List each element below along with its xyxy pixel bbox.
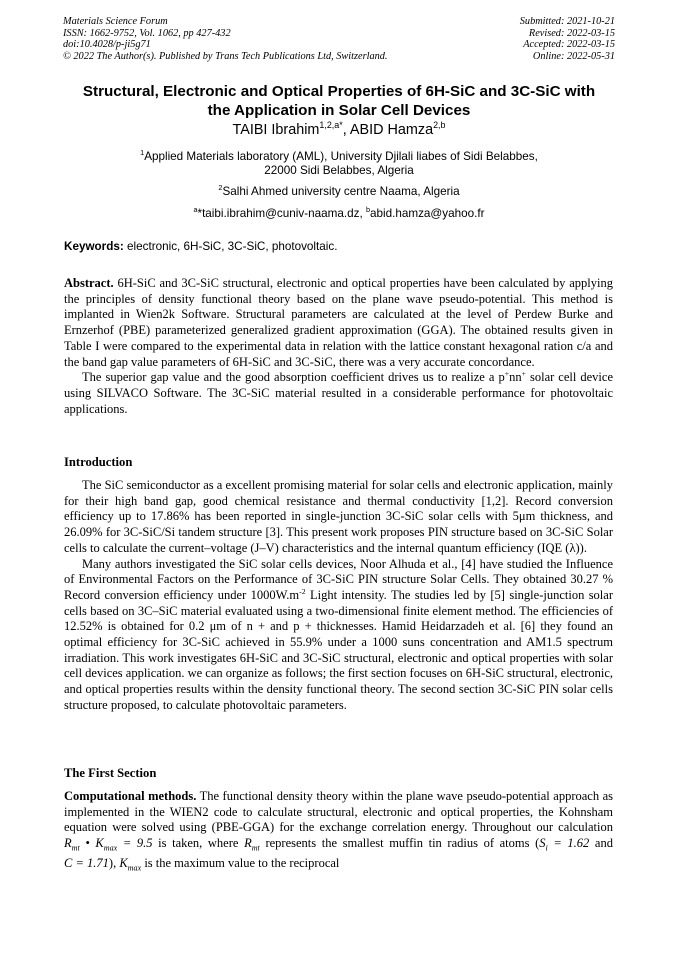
keywords-label: Keywords: bbox=[64, 240, 124, 253]
eq-s: S bbox=[539, 836, 546, 851]
eq-k-sub: max bbox=[103, 843, 118, 853]
header-doi[interactable]: doi:10.4028/p-ji5g71 bbox=[63, 39, 151, 50]
affiliation-1-line-1: Applied Materials laboratory (AML), University Djilali liabes of Sidi Belabbes, bbox=[144, 150, 538, 163]
introduction-paragraph-1: The SiC semiconductor as a excellent promising material for solar cells and electronic application, mainly for their high band gap, good chemical resistance and thermal conductivity [1,2]. Record conversion efficiency up to 17.86% has been reported in single-junction 3C-SiC solar cells with 5μm thickness, and 26.09% for 3C-SiC/Si tandem structure [3]. This present work proposes PIN structure based on 3C-SiC Solar cells to calculate the current–voltage (J–V) characteristics and the internal quantum efficiency (IQE (λ)). bbox=[64, 478, 613, 555]
eq-dot: • bbox=[79, 836, 96, 851]
paper-title bbox=[50, 82, 628, 120]
title-line-1: Structural, Electronic and Optical Properties of 6H-SiC and 3C-SiC with bbox=[82, 83, 596, 100]
abstract-sup-2: + bbox=[521, 369, 526, 379]
comp-text-2: is taken, where bbox=[152, 836, 245, 851]
author-2: ABID Hamza bbox=[349, 122, 434, 138]
email-b-mark: b bbox=[365, 205, 370, 215]
comp-text-6: is the maximum value to the reciprocal bbox=[141, 856, 340, 871]
abstract-paragraph-1 bbox=[64, 276, 613, 370]
comp-text-1: The functional density theory within the plane wave pseudo-potential approach as implemented in the WIEN2 code to calculate structural, electronic and optical properties, the Kohnsham equation were solved using (PBE-GGA) for the exchange correlation energy. Throughout our calculation bbox=[64, 789, 613, 835]
abstract-paragraph-2 bbox=[64, 370, 613, 417]
eq-value: = 9.5 bbox=[117, 836, 153, 851]
eq-k: K bbox=[95, 836, 104, 851]
abstract bbox=[64, 276, 613, 417]
sym-k: K bbox=[119, 856, 128, 871]
header-right bbox=[520, 16, 615, 62]
email-a[interactable]: *taibi.ibrahim@cuniv-naama.dz, bbox=[197, 207, 366, 220]
introduction-heading: Introduction bbox=[64, 455, 133, 469]
introduction-paragraph-2 bbox=[64, 557, 613, 714]
title-line-2: the Application in Solar Cell Devices bbox=[207, 102, 471, 119]
eq-s-value: = 1.62 bbox=[547, 836, 590, 851]
equation-si bbox=[539, 836, 590, 853]
author-separator: , bbox=[342, 122, 350, 138]
eq-s-sub: i bbox=[545, 843, 548, 853]
equation-rmt-kmax bbox=[64, 836, 153, 853]
symbol-rmt bbox=[244, 836, 260, 853]
sym-k-sub: max bbox=[127, 863, 142, 873]
abstract-sup-1: + bbox=[504, 369, 510, 379]
affiliation-2-text: Salhi Ahmed university centre Naama, Algeria bbox=[222, 185, 460, 198]
equation-c: C = 1.71 bbox=[64, 856, 109, 871]
sym-r-sub: mt bbox=[251, 843, 260, 853]
affiliation-1 bbox=[60, 150, 618, 178]
affiliation-1-mark: 1 bbox=[140, 148, 145, 158]
introduction-body bbox=[64, 478, 613, 714]
header-issn: ISSN: 1662-9752, Vol. 1062, pp 427-432 bbox=[63, 27, 231, 39]
introduction-text-2a: Many authors investigated the SiC solar cells devices, Noor Alhuda et al., [4] have studied the Influence of Environmental Factors on the Performance of 3C-SiC PIN structure Solar Cells. They obtained 30.27 % Record conversion efficiency under 1000W.m bbox=[64, 556, 613, 602]
email-a-mark: a bbox=[193, 205, 198, 215]
email-b[interactable]: abid.hamza@yahoo.fr bbox=[369, 207, 485, 220]
author-2-affil: 2,b bbox=[433, 120, 446, 131]
computational-label: Computational methods. bbox=[64, 789, 197, 803]
abstract-label: Abstract. bbox=[64, 276, 114, 290]
author-list bbox=[0, 122, 678, 138]
header-copyright: © 2022 The Author(s). Published by Trans Tech Publications Ltd, Switzerland. bbox=[63, 50, 388, 62]
abstract-text-2a: The superior gap value and the good absorption coefficient drives us to realize a p bbox=[82, 370, 505, 385]
computational-methods bbox=[64, 789, 613, 877]
header-submitted: Submitted: 2021-10-21 bbox=[519, 16, 615, 27]
header-left bbox=[63, 16, 387, 62]
comp-text-5: ), bbox=[108, 856, 120, 871]
author-1: TAIBI Ibrahim bbox=[232, 122, 320, 138]
affiliation-1-line-2: 22000 Sidi Belabbes, Algeria bbox=[264, 164, 414, 177]
introduction-text-2b: Light intensity. The studies led by [5] single-junction solar cells based on 3C–SiC material evaluated using a two-dimensional finite element method. The efficiencies of 12.52% is obtained for 0.2 μm of n + and p + thicknesses. Hamid Heidarzadeh et al. [6] they found an optimal efficiency for 3C-SiC achieved in 55.9% under a 1000 suns concentration and AM1.5 spectrum irradiation. This work investigates 6H-SiC and 3C-SiC structural, electronic and optical properties with solar cell devices application. we can organize as follows; the first section focuses on 6H-SiC structural, electronic, and optical properties results within the density functional theory. The second section 3C-SiC PIN solar cells structure proposed, to calculate photovoltaic parameters. bbox=[64, 587, 613, 712]
abstract-text-2c: solar cell device using SILVACO Software. The 3C-SiC material resulted in a considerable performance for photovoltaic applications. bbox=[64, 370, 613, 416]
affiliation-2 bbox=[60, 185, 618, 199]
symbol-kmax bbox=[119, 856, 142, 873]
sym-r: R bbox=[244, 836, 252, 851]
author-emails bbox=[60, 207, 618, 221]
header-online: Online: 2022-05-31 bbox=[532, 50, 615, 62]
author-1-affil: 1,2,a* bbox=[319, 120, 343, 131]
comp-text-3: represents the smallest muffin tin radius of atoms ( bbox=[259, 836, 540, 851]
header-accepted: Accepted: 2022-03-15 bbox=[523, 39, 615, 50]
header-journal: Materials Science Forum bbox=[63, 16, 168, 27]
eq-r-sub: mt bbox=[71, 843, 80, 853]
header-revised: Revised: 2022-03-15 bbox=[528, 27, 615, 39]
first-section-heading: The First Section bbox=[64, 766, 157, 780]
introduction-sup: -2 bbox=[299, 586, 306, 596]
affiliation-2-mark: 2 bbox=[218, 183, 223, 193]
abstract-text-1: 6H-SiC and 3C-SiC structural, electronic and optical properties have been calculated by applying the principles of density functional theory based on the plane wave pseudo-potential. This method is implanted in Wien2k Software. Structural parameters are calculated at the level of Perdew Burke and Ernzerhof (PBE) parameterized generalized gradient approximation (GGA). The obtained results given in Table I were compared to the experimental data in relation with the lattice constant hexagonal ration c/a and the band gap value parameters of 6H-SiC and 3C-SiC, there was a very accurate concordance. bbox=[64, 276, 613, 369]
comp-text-4: and bbox=[589, 836, 613, 851]
keywords bbox=[64, 240, 614, 253]
abstract-text-2b: nn bbox=[509, 370, 522, 385]
eq-r: R bbox=[64, 836, 72, 851]
keywords-text: electronic, 6H-SiC, 3C-SiC, photovoltaic. bbox=[123, 240, 338, 253]
computational-paragraph bbox=[64, 789, 613, 877]
